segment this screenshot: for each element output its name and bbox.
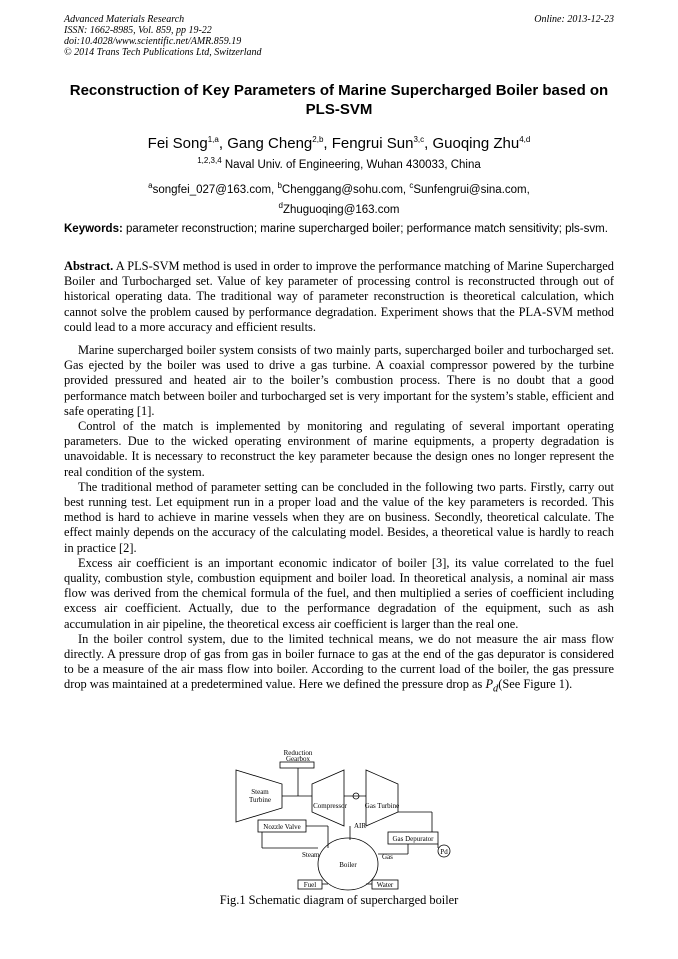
author: Gang Cheng$^{2,b}$, xyxy=(227,135,332,152)
label-water: Water xyxy=(376,881,394,889)
author: Fengrui Sun$^{3,c}$, xyxy=(331,135,433,152)
copyright: © 2014 Trans Tech Publications Ltd, Switzerland xyxy=(64,47,262,58)
label-gas: Gas xyxy=(382,853,393,861)
paragraph: Excess air coefficient is an important economic indicator of boiler [3], its value correlated to the fuel quality, combustion style, combustion equipment and boiler load. In theoretical analysis, a nominal air mass flow was derived from the chemical formula of the fuel, and then multiplied a series of coefficient including excess air coefficient. Actually, due to the performance degradation of the equipment, such as ash accumulation in air pipeline, the theoretical excess air coefficient is larger than the real one. xyxy=(64,555,614,631)
label-gearbox: Gearbox xyxy=(285,755,311,763)
author: Guoqing Zhu$^{4,d}$ xyxy=(432,135,531,152)
journal-name: Advanced Materials Research xyxy=(64,14,185,25)
online-date: Online: 2013-12-23 xyxy=(534,14,614,25)
label-gas-depurator: Gas Depurator xyxy=(392,835,434,843)
label-gas-turbine: Gas Turbine xyxy=(364,802,400,810)
paragraph: The traditional method of parameter setting can be concluded in the following two parts. Firstly, carry out best running test. Let equipment run in a proper load and the value of the key parameters is recorded. This method is hard to achieve in marine vessels when they are on business. Secondly, theoretical calculate. The effect mainly depends on the accuracy of the calculating model. Besides, a theoretical value is hardly to reach in practice [2]. xyxy=(64,479,614,555)
email-link[interactable]: Sunfengrui@sina.com, xyxy=(413,183,530,196)
author-list xyxy=(60,131,618,153)
email-link[interactable]: songfei_027@163.com, xyxy=(152,183,278,196)
compressor-shape xyxy=(312,770,344,826)
boiler-schematic-diagram xyxy=(232,748,462,894)
paragraph: Control of the match is implemented by monitoring and regulating of several important operating parameters. Due to the wicked operating environment of marine equipments, a property degradation is unavoidable. It is necessary to reconstruct the key parameter because the design ones no longer represent the real condition of the system. xyxy=(64,419,614,479)
keywords-label: Keywords: xyxy=(64,223,123,235)
abstract: Abstract. A PLS-SVM method is used in order to improve the performance matching of Marine Supercharged Boiler and Turbocharged set. Value of key parameter of processing control is reconstructed through out of historical operating data. The traditional way of parameter reconstruction is theoretical calculation, which cannot solve the problem caused by performance degradation. Experiment shows that the PLA-SVM method could lead to a more accuracy and efficient results. xyxy=(64,259,614,334)
paragraph: Marine supercharged boiler system consists of two mainly parts, supercharged boiler and turbocharged set. Gas ejected by the boiler was used to drive a gas turbine. A coaxial compressor powered by the turbine provided pressured and heated air to the boiler’s combustion process. There is no doubt that a good performance match between boiler and turbocharged set is very important for the system’s stable, efficient and safe operating [1]. xyxy=(64,343,614,418)
label-pd: Pd xyxy=(440,848,448,856)
issn: ISSN: 1662-8985, Vol. 859, pp 19-22 xyxy=(64,25,212,36)
figure-schematic xyxy=(232,748,462,894)
abstract-label: Abstract. xyxy=(64,259,114,273)
label-boiler: Boiler xyxy=(339,861,357,869)
label-steam-turbine: Steam xyxy=(251,788,269,796)
label-steam: Steam xyxy=(302,851,320,859)
label-steam-turbine: Turbine xyxy=(249,796,271,804)
journal-header xyxy=(64,14,614,58)
label-air: AIR xyxy=(354,822,367,830)
keywords: Keywords: parameter reconstruction; marine supercharged boiler; performance match sensitivity; pls-svm. xyxy=(64,223,608,235)
main-text xyxy=(64,259,614,697)
affiliation: $^{1,2,3,4}$ Naval Univ. of Engineering, Wuhan 430033, China xyxy=(197,156,481,171)
paper-title: Reconstruction of Key Parameters of Marine Supercharged Boiler based on PLS-SVM xyxy=(69,82,609,118)
label-fuel: Fuel xyxy=(303,881,317,889)
email-link[interactable]: Zhuguoqing@163.com xyxy=(282,203,400,216)
gas-turbine-shape xyxy=(366,770,398,826)
figure-caption: Fig.1 Schematic diagram of supercharged boiler xyxy=(219,893,459,907)
label-nozzle-valve: Nozzle Valve xyxy=(263,823,301,831)
paragraph: In the boiler control system, due to the limited technical means, we do not measure the air mass flow directly. A pressure drop of gas from gas in boiler furnace to gas at the end of the gas depurator is considered to be a measure of the air mass flow into boiler. According to the current load of the boiler, the gas pressure drop was maintained at a predetermined value. Here we defined the pressure drop as $P_d(See$ Figure 1). xyxy=(64,631,614,695)
label-reduction: Reduction xyxy=(283,749,313,757)
author-emails: $^a$songfei_027@163.com, $^b$Chenggang@sohu.com, $^c$Sunfengrui@sina.com, $^d$Zhuguoqing@163.com xyxy=(148,181,530,216)
doi: doi:10.4028/www.scientific.net/AMR.859.19 xyxy=(64,36,242,47)
author: Fei Song$^{1,a}$, xyxy=(147,135,228,152)
label-compressor: Compressor xyxy=(313,802,347,810)
email-link[interactable]: Chenggang@sohu.com, xyxy=(281,183,410,196)
